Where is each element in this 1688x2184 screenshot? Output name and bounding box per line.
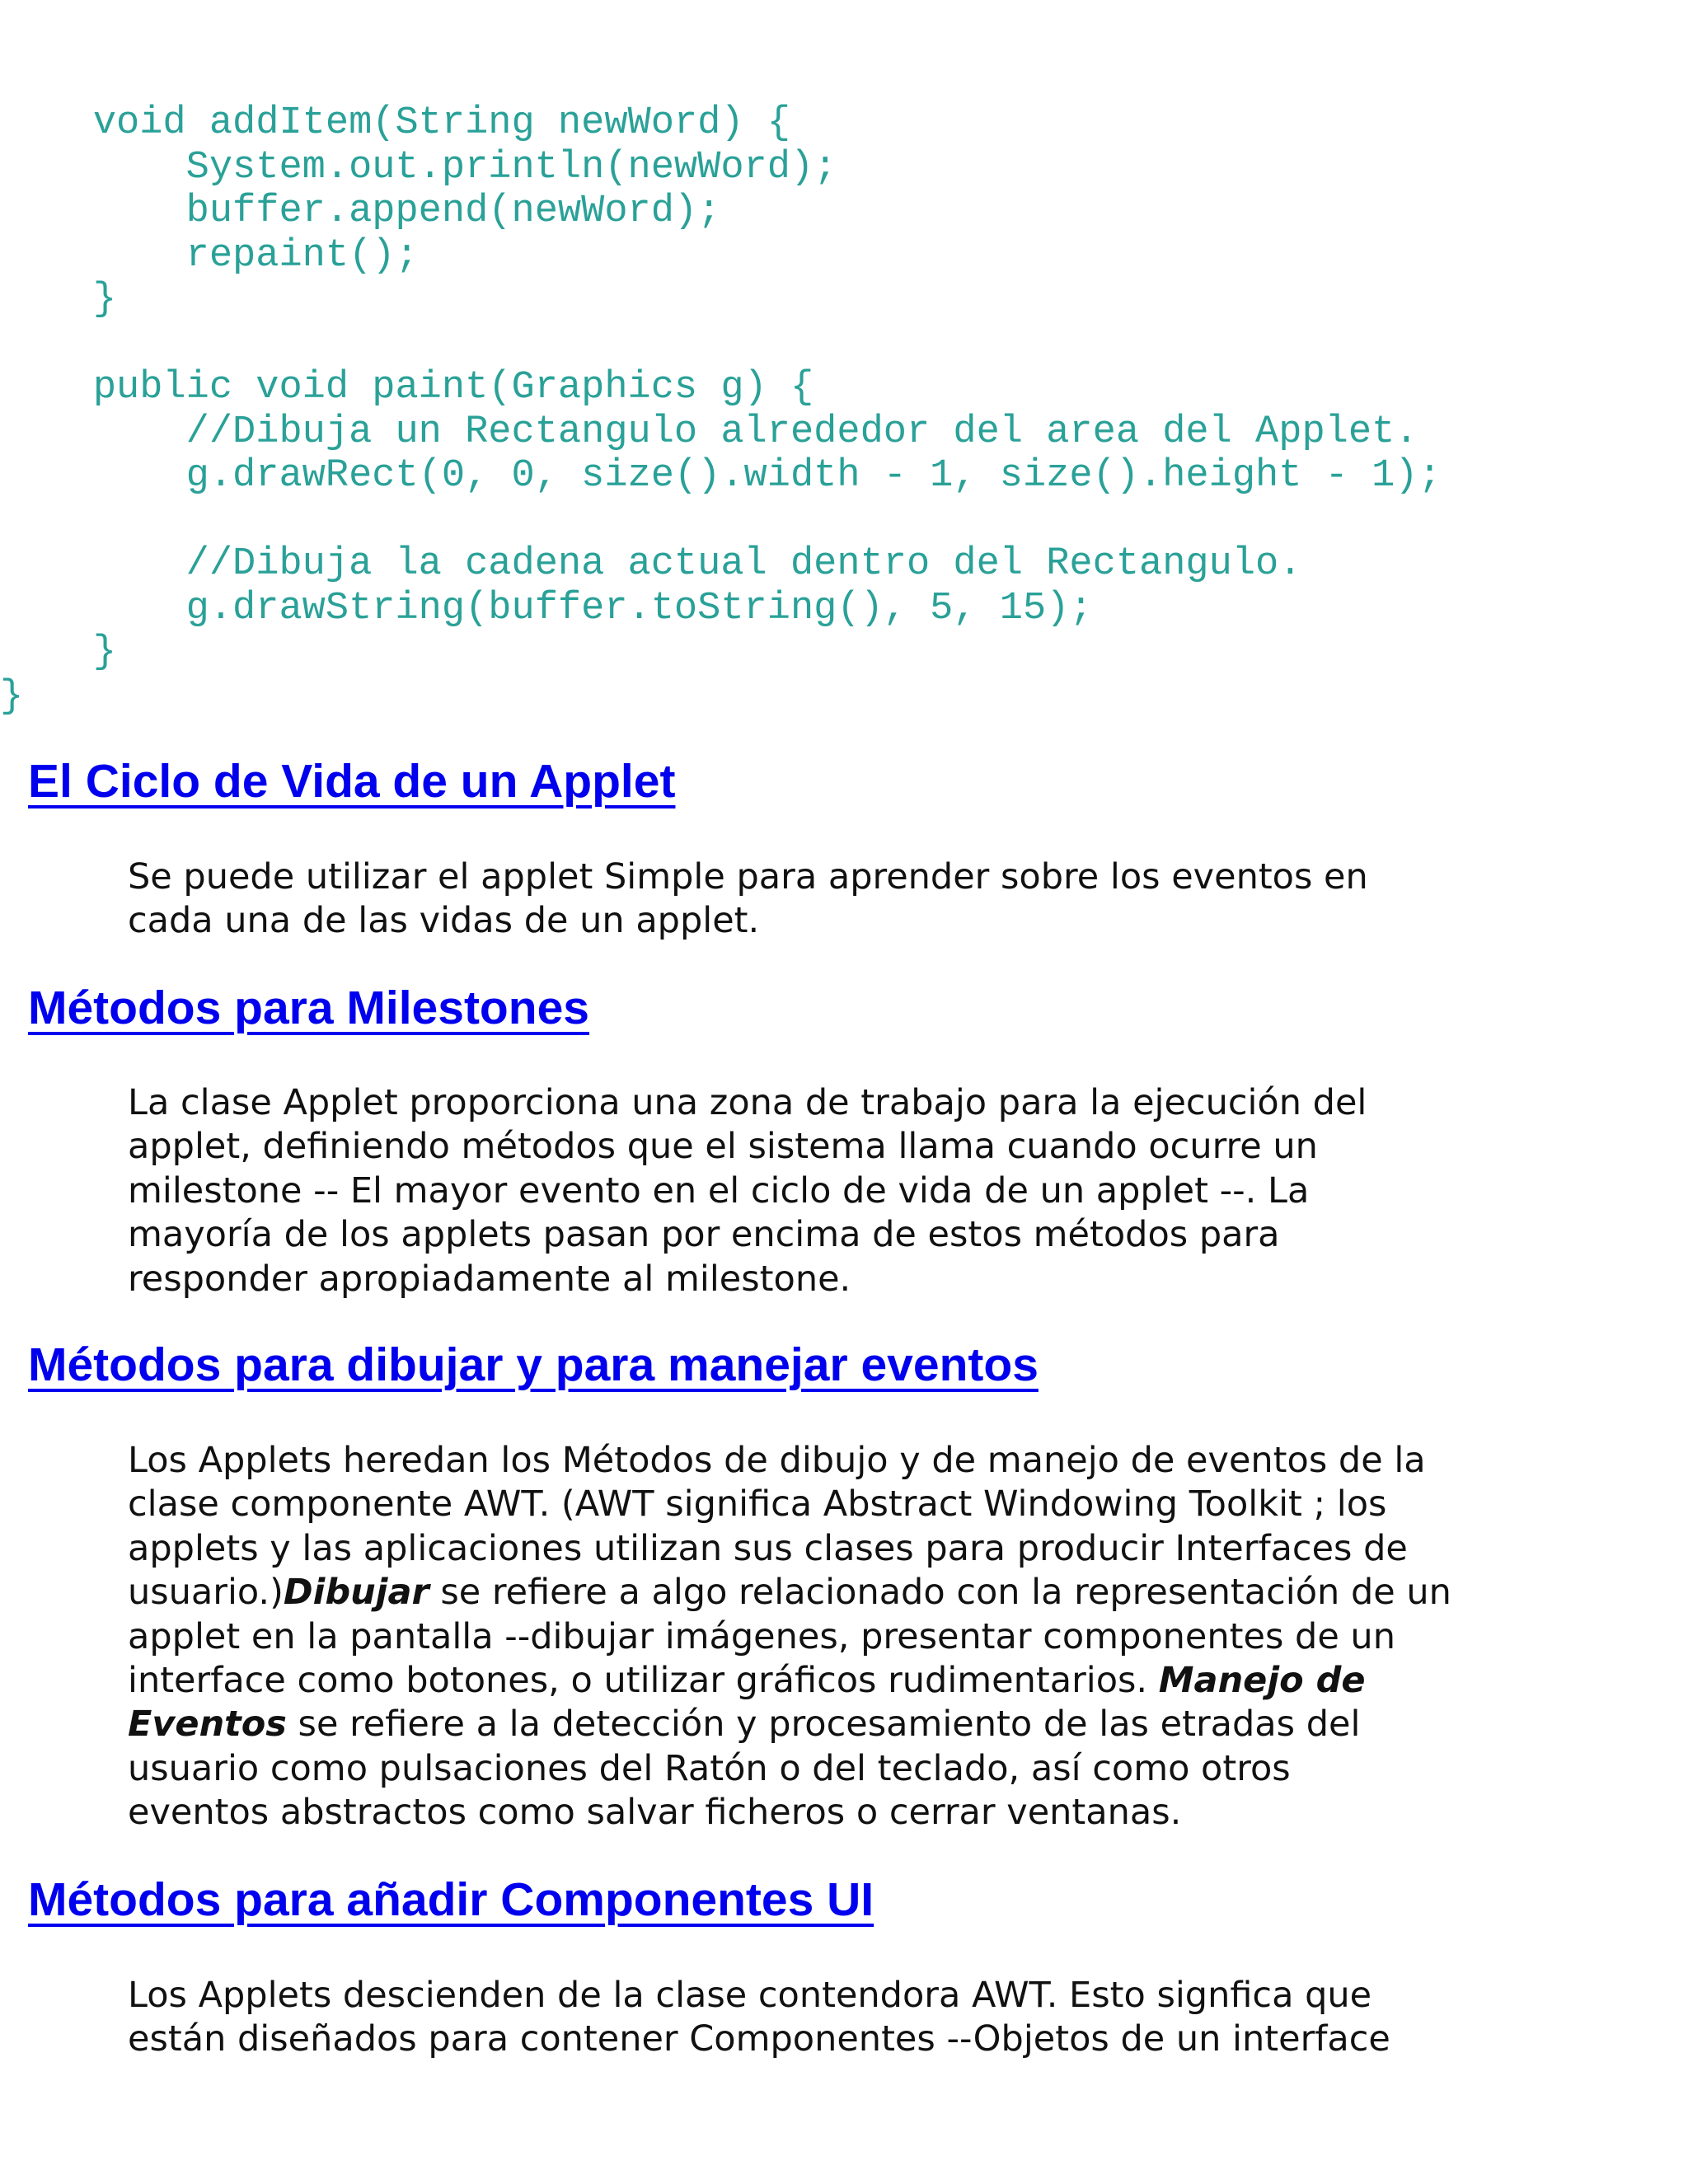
code-line: } xyxy=(0,278,117,321)
paragraph-line: Se puede utilizar el applet Simple para aprender sobre los eventos en xyxy=(128,856,1368,898)
paragraph-line: cada una de las vidas de un applet. xyxy=(128,900,760,942)
code-line: } xyxy=(0,674,24,719)
section-heading-milestones[interactable]: Métodos para Milestones xyxy=(28,982,589,1034)
section-heading-dibujar-eventos[interactable]: Métodos para dibujar y para manejar eventos xyxy=(28,1338,1039,1391)
code-line: g.drawString(buffer.toString(), 5, 15); xyxy=(0,586,1093,630)
code-block xyxy=(0,101,1442,719)
paragraph-line: mayoría de los applets pasan por encima de estos métodos para xyxy=(128,1214,1280,1256)
emphasis-eventos: Eventos xyxy=(128,1704,287,1746)
paragraph-line: eventos abstractos como salvar ficheros o cerrar ventanas. xyxy=(128,1792,1182,1834)
code-line: repaint(); xyxy=(0,233,419,278)
paragraph-line: Los Applets descienden de la clase contendora AWT. Esto signfica que xyxy=(128,1975,1372,2016)
section-paragraph xyxy=(128,1439,1578,1835)
paragraph-line: applet, definiendo métodos que el sistema llama cuando ocurre un xyxy=(128,1126,1318,1168)
paragraph-text: interface como botones, o utilizar gráficos rudimentarios. xyxy=(128,1660,1159,1702)
code-line: buffer.append(newWord); xyxy=(0,190,721,233)
code-line: public void paint(Graphics g) { xyxy=(0,366,814,410)
paragraph-line xyxy=(128,1659,1578,1703)
section-heading-ciclo-de-vida[interactable]: El Ciclo de Vida de un Applet xyxy=(28,755,676,808)
paragraph-line: clase componente AWT. (AWT significa Abstract Windowing Toolkit ; los xyxy=(128,1483,1387,1526)
paragraph-line: applet en la pantalla --dibujar imágenes, presentar componentes de un xyxy=(128,1615,1395,1657)
section-paragraph xyxy=(128,855,1578,944)
paragraph-line xyxy=(128,1703,1578,1746)
emphasis-manejo-de: Manejo de xyxy=(1158,1660,1366,1702)
code-line: } xyxy=(0,630,117,674)
code-line: void addItem(String newWord) { xyxy=(0,101,790,145)
code-line xyxy=(0,322,1442,367)
paragraph-line: applets y las aplicaciones utilizan sus clases para producir Interfaces de xyxy=(128,1527,1408,1569)
paragraph-text: usuario.) xyxy=(128,1572,284,1614)
code-line: //Dibuja la cadena actual dentro del Rectangulo. xyxy=(0,542,1302,586)
paragraph-line: están diseñados para contener Componentes --Objetos de un interface xyxy=(128,2018,1390,2060)
paragraph-text: se refiere a algo relacionado con la representación de un xyxy=(429,1572,1451,1614)
code-line: g.drawRect(0, 0, size().width - 1, size().height - 1); xyxy=(0,454,1442,498)
section-heading-componentes-ui[interactable]: Métodos para añadir Componentes UI xyxy=(28,1873,874,1926)
section-paragraph xyxy=(128,1974,1578,2062)
paragraph-line: La clase Applet proporciona una zona de trabajo para la ejecución del xyxy=(128,1082,1367,1123)
code-line: System.out.println(newWord); xyxy=(0,145,837,190)
emphasis-dibujar: Dibujar xyxy=(283,1572,429,1614)
paragraph-line: Los Applets heredan los Métodos de dibujo y de manejo de eventos de la xyxy=(128,1440,1426,1481)
code-line xyxy=(0,499,1442,543)
paragraph-line: responder apropiadamente al milestone. xyxy=(128,1258,851,1300)
paragraph-text: se refiere a la detección y procesamiento de las etradas del xyxy=(286,1704,1361,1746)
section-paragraph xyxy=(128,1081,1578,1301)
paragraph-line: milestone -- El mayor evento en el ciclo de vida de un applet --. La xyxy=(128,1169,1310,1212)
paragraph-line xyxy=(128,1571,1578,1615)
code-line: //Dibuja un Rectangulo alrededor del area del Applet. xyxy=(0,410,1418,454)
paragraph-line: usuario como pulsaciones del Ratón o del teclado, así como otros xyxy=(128,1747,1291,1789)
